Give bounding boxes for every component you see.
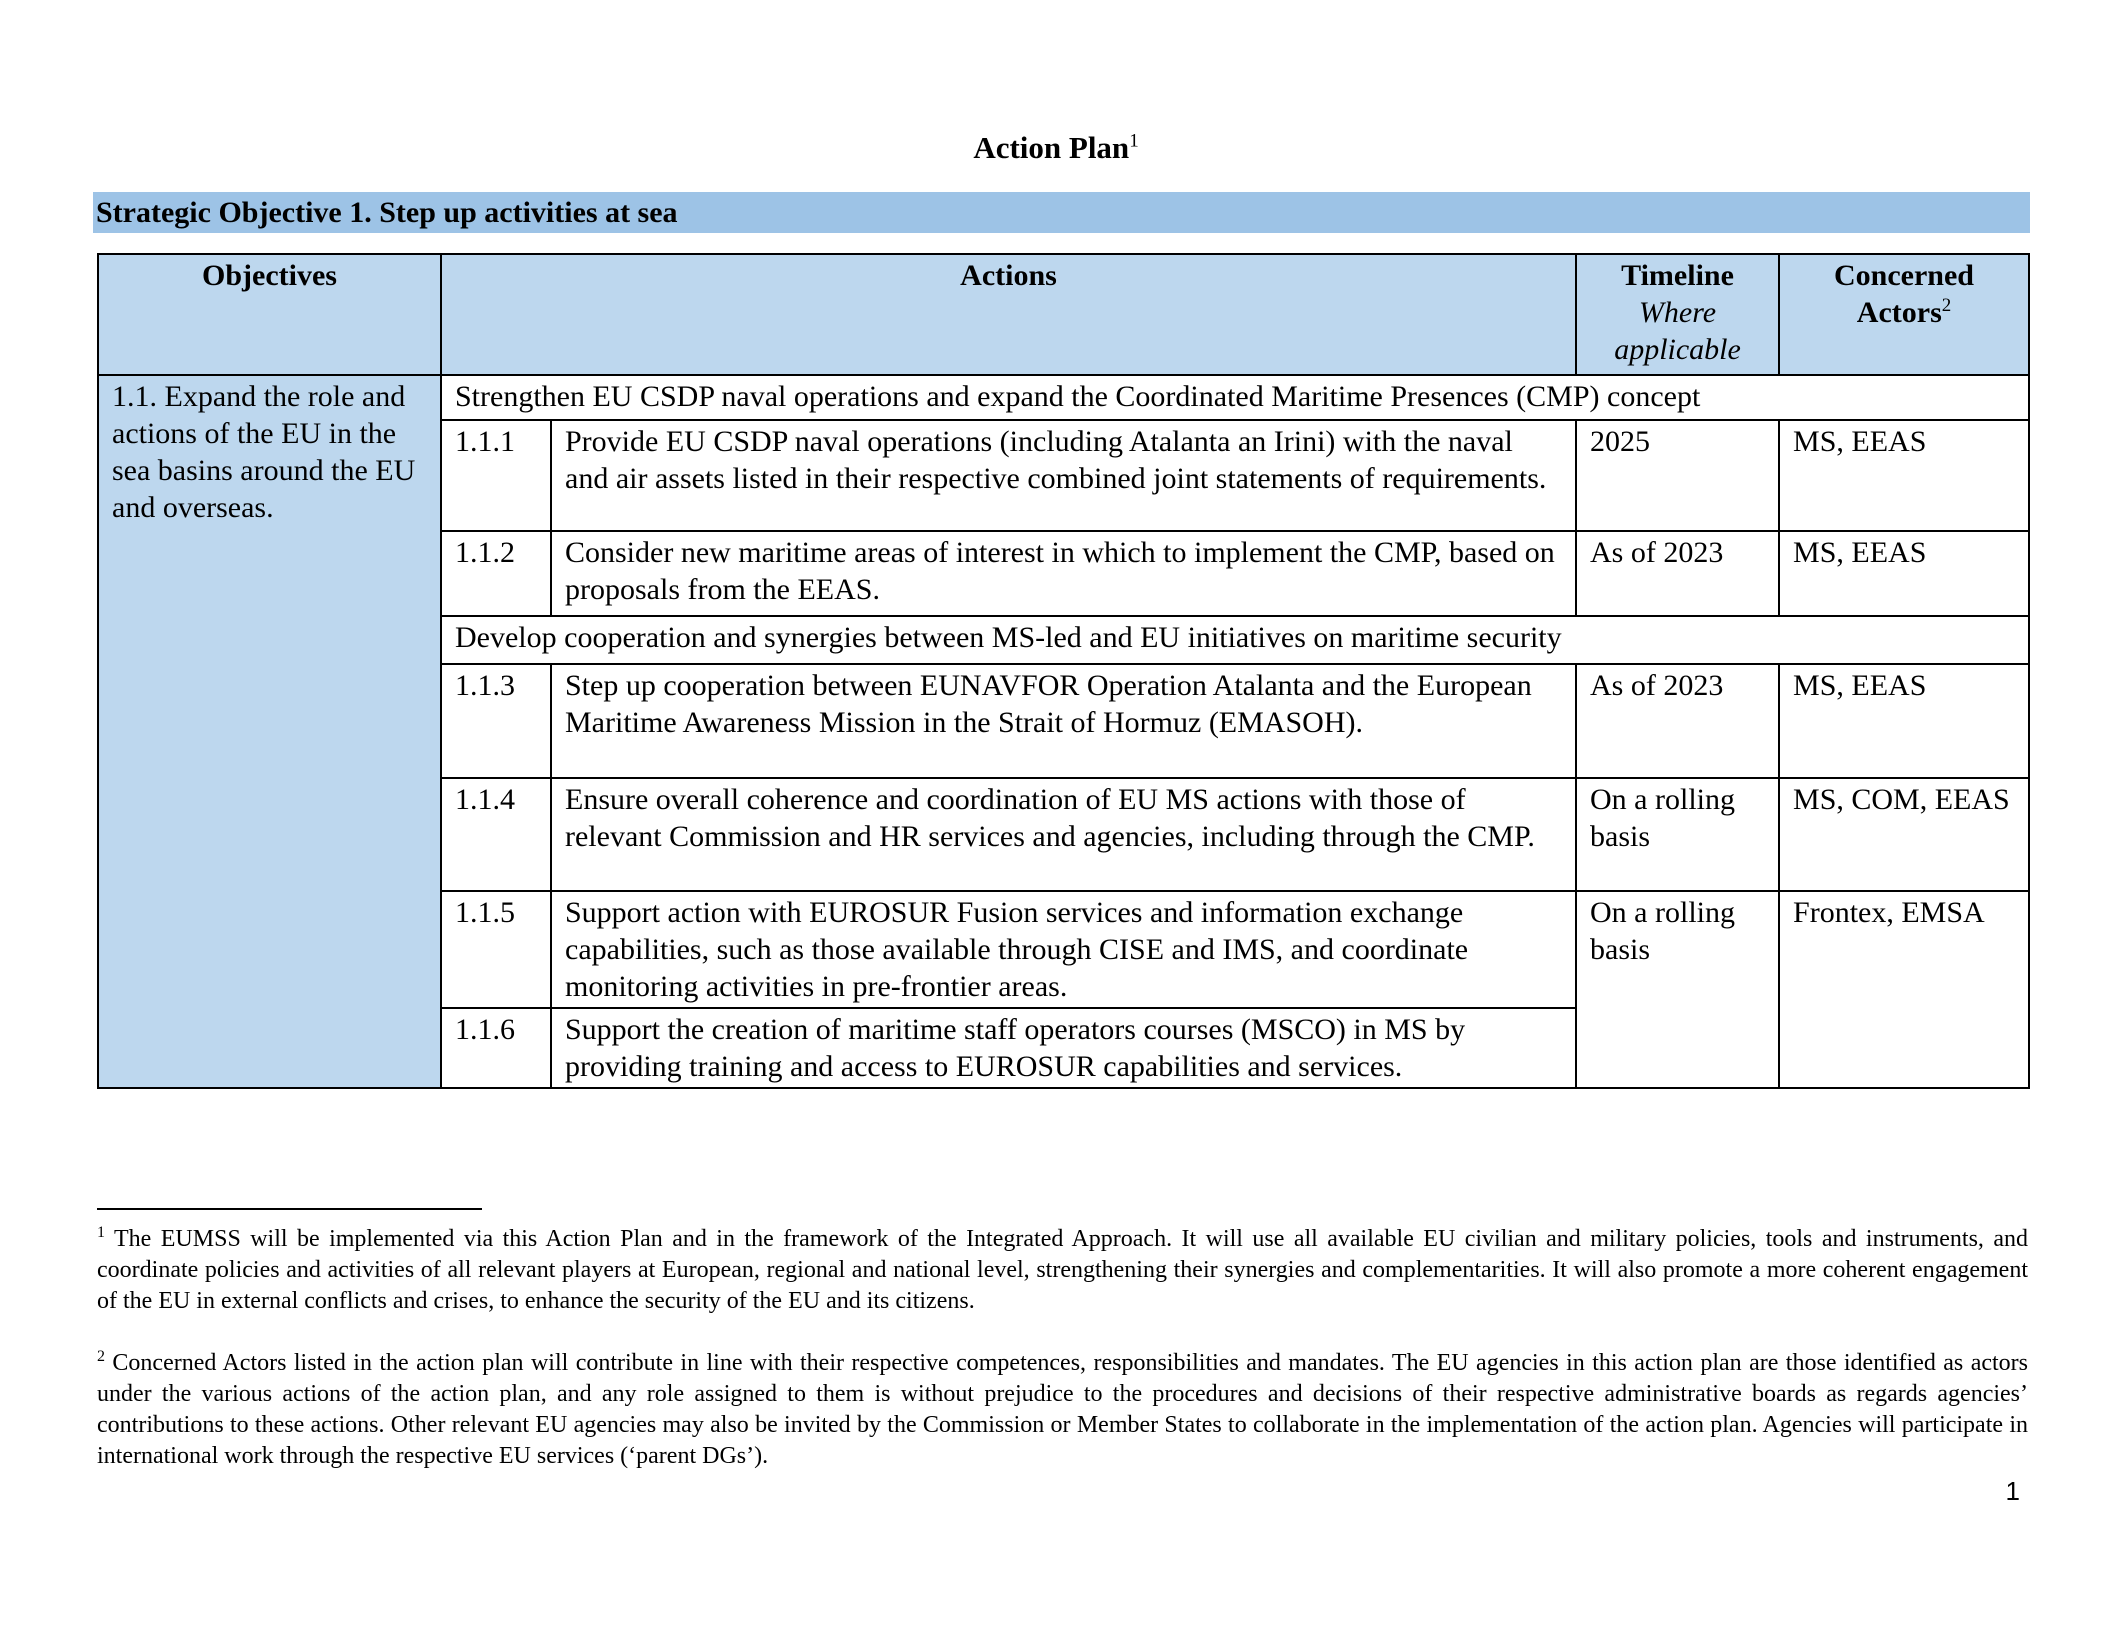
action-number: 1.1.1	[441, 420, 551, 531]
footnote-text: The EUMSS will be implemented via this Action Plan and in the framework of the Integrated Approach. It will use all available EU civilian and military policies, tools and instruments, and coordinate policies and activities of all relevant players at European, regional and national level, strengthening their synergies and complementarities. It will also promote a more coherent engagement of the EU in external conflicts and crises, to enhance the security of the EU and its citizens.	[97, 1226, 2029, 1314]
header-actors-label: Concerned Actors	[1834, 259, 1974, 329]
page-number: 1	[2005, 1476, 2020, 1506]
header-objectives: Objectives	[98, 254, 441, 375]
header-timeline-label: Timeline	[1621, 259, 1734, 292]
timeline-cell: As of 2023	[1576, 664, 1779, 778]
strategic-objective-heading: Strategic Objective 1. Step up activities at sea	[93, 192, 2030, 233]
action-text: Support action with EUROSUR Fusion services and information exchange capabilities, such as those available through CISE and IMS, and coordinate monitoring activities in pre-frontier areas.	[551, 891, 1576, 1008]
title-text: Action Plan	[973, 130, 1130, 165]
action-plan-table	[97, 253, 2030, 1089]
footnote-separator	[97, 1208, 482, 1210]
action-text: Ensure overall coherence and coordination of EU MS actions with those of relevant Commission and HR services and agencies, including through the CMP.	[551, 778, 1576, 891]
action-number: 1.1.4	[441, 778, 551, 891]
table-row	[98, 375, 2029, 420]
footnote-mark: 1	[97, 1224, 105, 1241]
footnote-2	[97, 1348, 2028, 1472]
objective-cell: 1.1. Expand the role and actions of the EU in the sea basins around the EU and overseas.	[98, 375, 441, 1088]
footnote-text: Concerned Actors listed in the action plan will contribute in line with their respective competences, responsibilities and mandates. The EU agencies in this action plan are those identified as actors under the various actions of the action plan, and any role assigned to them is without prejudice to the procedures and decisions of their respective administrative boards as regards agencies’ contributions to these actions. Other relevant EU agencies may also be invited by the Commission or Member States to collaborate in the implementation of the action plan. Agencies will participate in international work through the respective EU services (‘parent DGs’).	[97, 1350, 2028, 1469]
actors-cell: MS, EEAS	[1779, 531, 2029, 616]
actors-cell: MS, EEAS	[1779, 420, 2029, 531]
actors-cell: Frontex, EMSA	[1779, 891, 2029, 1088]
action-number: 1.1.2	[441, 531, 551, 616]
header-timeline-sub: Where applicable	[1614, 296, 1741, 366]
action-number: 1.1.5	[441, 891, 551, 1008]
action-number: 1.1.3	[441, 664, 551, 778]
action-text: Provide EU CSDP naval operations (including Atalanta an Irini) with the naval and air assets listed in their respective combined joint statements of requirements.	[551, 420, 1576, 531]
footnote-1	[97, 1224, 2028, 1317]
header-actors	[1779, 254, 2029, 375]
actors-cell: MS, COM, EEAS	[1779, 778, 2029, 891]
header-actors-footnote-mark[interactable]: 2	[1941, 295, 1952, 316]
timeline-cell: On a rolling basis	[1576, 891, 1779, 1088]
section-heading: Develop cooperation and synergies between MS-led and EU initiatives on maritime security	[441, 616, 2029, 664]
page-title	[0, 128, 2112, 168]
timeline-cell: As of 2023	[1576, 531, 1779, 616]
header-actions: Actions	[441, 254, 1576, 375]
footnote-mark: 2	[97, 1348, 105, 1365]
action-number: 1.1.6	[441, 1008, 551, 1088]
action-text: Support the creation of maritime staff operators courses (MSCO) in MS by providing training and access to EUROSUR capabilities and services.	[551, 1008, 1576, 1088]
section-heading: Strengthen EU CSDP naval operations and expand the Coordinated Maritime Presences (CMP) concept	[441, 375, 2029, 420]
action-text: Step up cooperation between EUNAVFOR Operation Atalanta and the European Maritime Awareness Mission in the Strait of Hormuz (EMASOH).	[551, 664, 1576, 778]
table-header-row	[98, 254, 2029, 375]
timeline-cell: On a rolling basis	[1576, 778, 1779, 891]
action-text: Consider new maritime areas of interest in which to implement the CMP, based on proposals from the EEAS.	[551, 531, 1576, 616]
timeline-cell: 2025	[1576, 420, 1779, 531]
header-timeline	[1576, 254, 1779, 375]
actors-cell: MS, EEAS	[1779, 664, 2029, 778]
title-footnote-mark[interactable]: 1	[1129, 130, 1139, 152]
